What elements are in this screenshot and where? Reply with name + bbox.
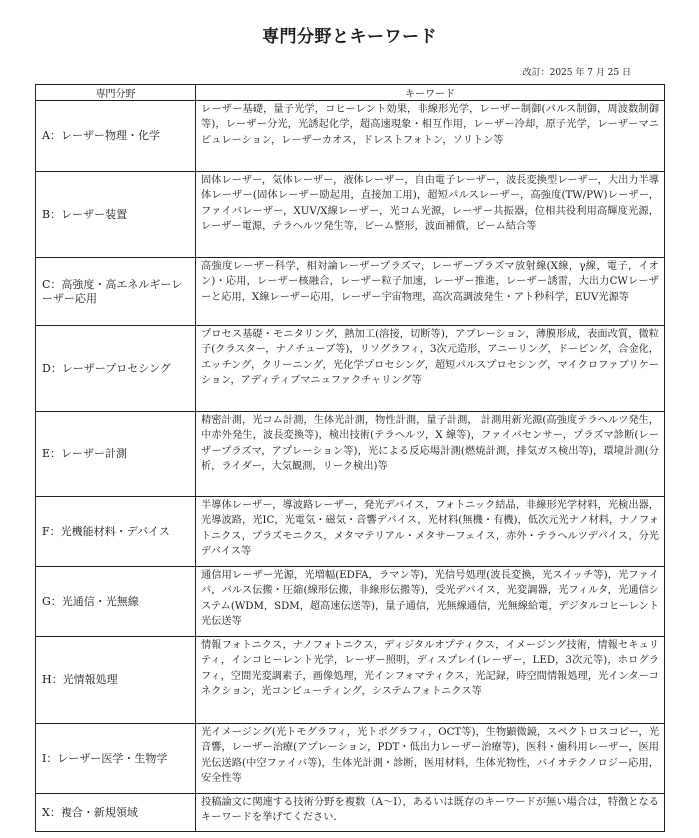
header-field: 専門分野 [36,85,196,101]
page-title: 専門分野とキーワード [262,27,437,47]
field-name: E：レーザー計測 [36,412,196,497]
table-row-g [36,567,665,637]
field-keywords: 高強度レーザー科学，相対論レーザープラズマ，レーザープラズマ放射線(X線，γ線，電子，イオン)・応用，レーザー核融合，レーザー粒子加速，レーザー推進，レーザー誘雷，大出力CWレーザーと応用，X線レーザー応用，レーザー宇宙物理，高次高調波発生・アト秒科学，EUV光源等 [196,258,665,326]
table-row-h [36,637,665,724]
table-header-row [36,85,665,101]
header-keywords: キーワード [196,85,665,101]
table-row-a [36,101,665,172]
field-keywords: 通信用レーザー光源，光増幅(EDFA，ラマン等)，光信号処理(波長変換，光スイッチ等)，光ファイバ，パルス伝搬・圧縮(線形伝搬，非線形伝搬等)，受光デバイス，光変調器，光フィルタ，光通信システム(WDM，SDM，超高速伝送等)，量子通信，光無線通信，光無線給電，デジタルコヒーレント光伝送等 [196,567,665,637]
table-row-x [36,794,665,832]
field-name: I：レーザー医学・生物学 [36,724,196,794]
table-row-e [36,412,665,497]
revision-date: 改訂：2025 年 7 月 25 日 [522,68,631,78]
field-name: C：高強度・高エネルギーレーザー応用 [36,258,196,326]
field-keywords: プロセス基礎・モニタリング，熱加工(溶接，切断等)，アブレーション，薄膜形成，表面改質，微粒子(クラスター，ナノチューブ等)，リソグラフィ，3次元造形，アニーリング，ドーピング，合金化，エッチング，クリーニング，光化学プロセシング，超短パルスプロセシング，マイクロファブリケーション，アディティブマニュファクチャリング等 [196,326,665,412]
table-row-f [36,497,665,567]
field-keywords: 固体レーザー，気体レーザー，液体レーザー，自由電子レーザー，波長変換型レーザー，大出力半導体レーザー(固体レーザー励起用，直接加工用)，超短パルスレーザー，高強度(TW/PW)レーザー，ファイバレーザー，XUV/X線レーザー，光コム光源，レーザー共振器，位相共役利用高輝度光源，レーザー電源，テラヘルツ発生等，ビーム整形，波面補償，ビーム結合等 [196,172,665,258]
field-name: H：光情報処理 [36,637,196,724]
keyword-table [35,84,665,832]
field-keywords: レーザー基礎，量子光学，コヒーレント効果，非線形光学，レーザー制御(パルス制御，周波数制御等)，レーザー分光，光誘起化学，超高速現象・相互作用，レーザー冷却，原子光学，レーザーマニピュレーション，レーザーカオス，ドレストフォトン，ソリトン等 [196,101,665,172]
field-keywords: 投稿論文に関連する技術分野を複数（A〜I），あるいは既存のキーワードが無い場合は，特徴となるキーワードを挙げてください． [196,794,665,832]
field-name: X：複合・新規領域 [36,794,196,832]
field-name: F：光機能材料・デバイス [36,497,196,567]
table-row-i [36,724,665,794]
field-name: B：レーザー装置 [36,172,196,258]
table-row-c [36,258,665,326]
field-name: D：レーザープロセシング [36,326,196,412]
field-name: G：光通信・光無線 [36,567,196,637]
field-name: A：レーザー物理・化学 [36,101,196,172]
table-row-b [36,172,665,258]
field-keywords: 半導体レーザー，導波路レーザー，発光デバイス，フォトニック結晶，非線形光学材料，光検出器，光導波路，光IC，光電気・磁気・音響デバイス，光材料(無機・有機)，低次元光ナノ材料，ナノフォトニクス，プラズモニクス，メタマテリアル・メタサーフェイス，赤外・テラヘルツデバイス，分光デバイス等 [196,497,665,567]
field-keywords: 情報フォトニクス，ナノフォトニクス，ディジタルオプティクス，イメージング技術，情報セキュリティ，インコヒーレント光学，レーザー照明，ディスプレイ(レーザー，LED，3次元等)，ホログラフィ，空間光変調素子，画像処理，光インフォマティクス，光記録，時空間情報処理，光インターコネクション，光コンピューティング，システムフォトニクス等 [196,637,665,724]
table-row-d [36,326,665,412]
field-keywords: 精密計測，光コム計測，生体光計測，物性計測，量子計測， 計測用新光源(高強度テラヘルツ発生，中赤外発生，波長変換等)，検出技術(テラヘルツ，X 線等)，ファイバセンサー，プラズマ診断(レーザープラズマ，アプレーション等)，光による反応場計測(燃焼計測，排気ガス検出等)，環境計測(分析，ライダー，大気観測，リーク検出)等 [196,412,665,497]
field-keywords: 光イメージング(光トモグラフィ，光トポグラフィ，OCT等)，生物顕微鏡，スペクトロスコピー，光音響，レーザー治療(アプレーション，PDT・低出力レーザー治療等)，医科・歯科用レーザー，医用光伝送路(中空ファイバ等)，生体光計測・診断，医用材料，生体光物性，バイオテクノロジー応用，安全性等 [196,724,665,794]
